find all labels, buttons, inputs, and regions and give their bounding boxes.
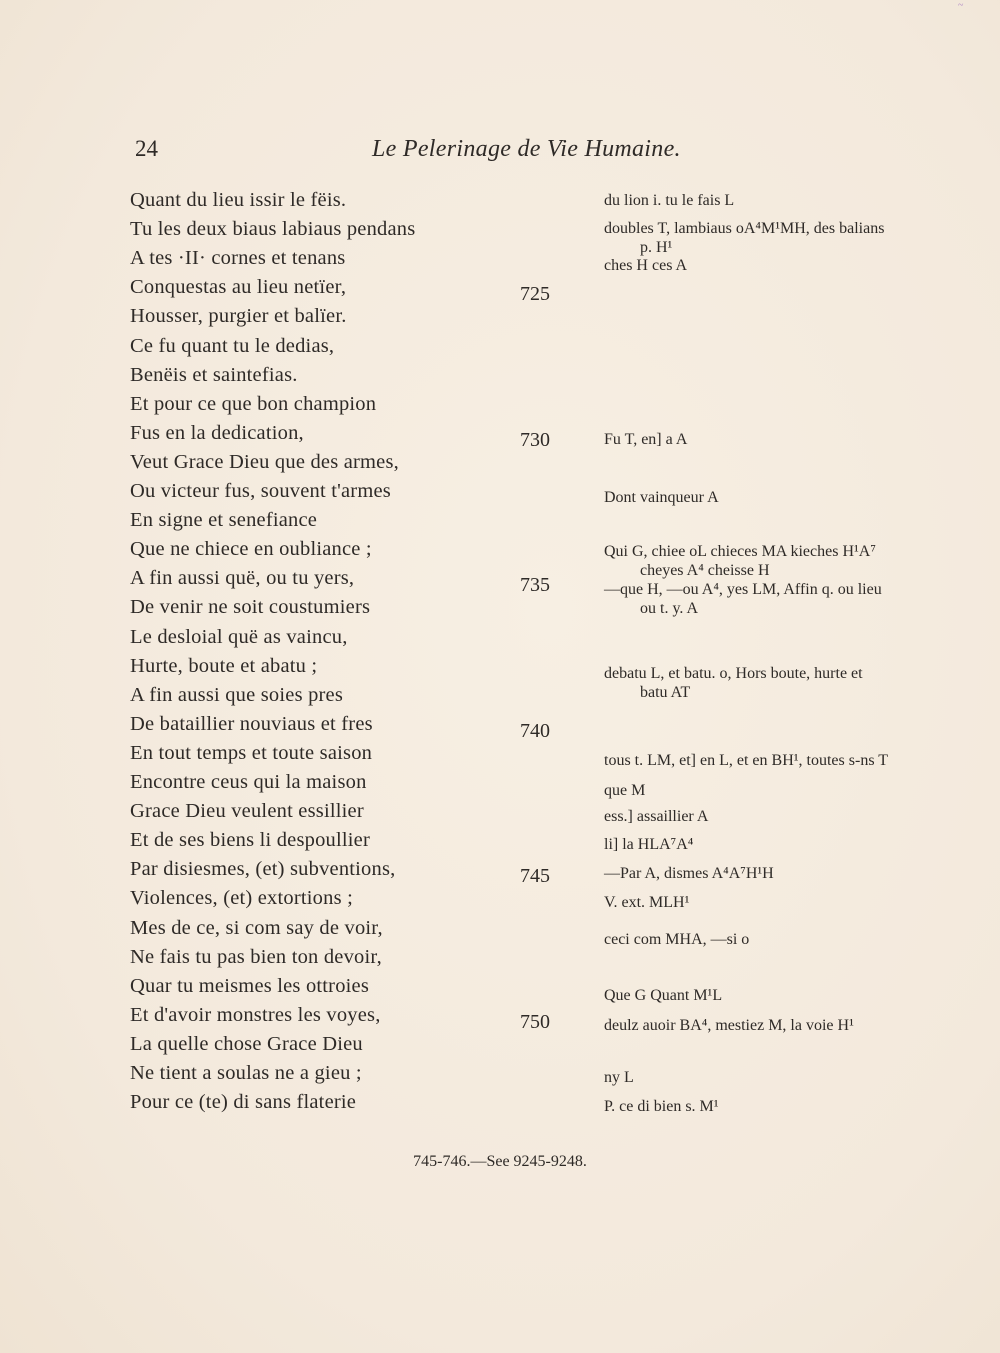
variant-note	[604, 191, 959, 210]
verse-line: De venir ne soit coustumiers	[130, 596, 371, 619]
variant-text: P. ce di bien s. M¹	[604, 1098, 719, 1115]
verse-line: Et pour ce que bon champion	[130, 392, 377, 415]
verse-line: Que ne chiece en oubliance ;	[130, 538, 372, 561]
line-number: 745	[520, 865, 550, 888]
line-number: 725	[520, 283, 550, 306]
variant-text: ches H ces A	[604, 257, 688, 274]
variant-note	[604, 664, 959, 702]
line-number: 730	[520, 428, 550, 451]
variant-text: Que G Quant M¹L	[604, 987, 723, 1004]
verse-line: Grace Dieu veulent essillier	[130, 800, 364, 823]
line-number: 740	[520, 719, 550, 742]
variant-text: batu AT	[640, 684, 691, 701]
variant-note	[604, 219, 959, 257]
variant-text: li] la HLA⁷A⁴	[604, 836, 694, 853]
verse-line: Le desloial quë as vaincu,	[130, 625, 348, 648]
variant-note	[604, 930, 959, 949]
variant-text: —que H, —ou A⁴, yes LM, Affin q. ou lieu	[604, 581, 882, 598]
verse-line: Violences, (et) extortions ;	[130, 887, 353, 910]
verse-line: Hurte, boute et abatu ;	[130, 654, 318, 677]
verse-line: Ne tient a soulas ne a gieu ;	[130, 1062, 362, 1084]
variant-note	[604, 986, 959, 1005]
variant-text: V. ext. MLH¹	[604, 894, 690, 911]
verse-line: Quar tu meismes les ottroies	[130, 974, 370, 997]
verse-line: A fin aussi quë, ou tu yers,	[130, 567, 355, 590]
verse-line: Conquestas au lieu netïer,	[130, 276, 347, 299]
page-header	[0, 136, 1000, 170]
variant-text: du lion i. tu le fais L	[604, 192, 735, 209]
variant-note	[604, 1068, 959, 1087]
variant-note	[604, 893, 959, 912]
variant-note	[604, 488, 959, 507]
variant-text: ceci com MHA, —si o	[604, 931, 750, 948]
verse-line: Par disiesmes, (et) subventions,	[130, 858, 396, 881]
verse-line: Encontre ceus qui la maison	[130, 771, 367, 793]
verse-line: Housser, purgier et balïer.	[130, 305, 347, 328]
verse-line: Fus en la dedication,	[130, 421, 304, 444]
variant-text: tous t. LM, et] en L, et en BH¹, toutes s-ns T	[604, 752, 889, 769]
variant-text: que M	[604, 782, 646, 799]
verse-line: Et de ses biens li despoullier	[130, 829, 370, 852]
verse-line: A fin aussi que soies pres	[130, 683, 344, 706]
verse-line: En signe et senefiance	[130, 509, 318, 532]
running-title: Le Pelerinage de Vie Humaine.	[372, 136, 681, 162]
verse-line: A tes ·II· cornes et tenans	[130, 247, 346, 270]
verse-line: Veut Grace Dieu que des armes,	[130, 450, 399, 473]
verse-line: Et d'avoir monstres les voyes,	[130, 1003, 381, 1026]
verse-line: Ce fu quant tu le dedias,	[130, 334, 335, 357]
variant-text: doubles T, lambiaus oA⁴M¹MH, des balians	[604, 220, 885, 237]
line-number: 750	[520, 1010, 550, 1033]
footnote: 745-746.—See 9245-9248.	[413, 1153, 587, 1170]
variant-text: cheyes A⁴ cheisse H	[640, 562, 770, 579]
variant-note	[604, 580, 959, 618]
variant-text: Fu T, en] a A	[604, 431, 688, 448]
variant-note	[604, 430, 959, 449]
verse-line: La quelle chose Grace Dieu	[130, 1032, 363, 1055]
verse-line: Mes de ce, si com say de voir,	[130, 916, 383, 939]
variant-text: p. H¹	[640, 239, 673, 256]
variant-note	[604, 1016, 959, 1035]
verse-line: Ne fais tu pas bien ton devoir,	[130, 945, 382, 968]
variant-note	[604, 542, 959, 580]
corner-mark: ~	[958, 0, 964, 11]
variant-note	[604, 256, 959, 275]
verse-line: De bataillier nouviaus et fres	[130, 712, 373, 735]
variant-note	[604, 807, 959, 826]
variant-text: ou t. y. A	[640, 600, 699, 617]
variant-text: —Par A, dismes A⁴A⁷H¹H	[604, 865, 774, 882]
variant-note	[604, 864, 959, 883]
verse-line: Pour ce (te) di sans flaterie	[130, 1091, 357, 1114]
verse-line: En tout temps et toute saison	[130, 741, 373, 764]
verse-line: Benëis et saintefias.	[130, 363, 298, 386]
verse-line: Tu les deux biaus labiaus pendans	[130, 218, 416, 241]
page-number: 24	[135, 136, 158, 161]
variant-note	[604, 781, 959, 800]
verse-line: Quant du lieu issir le fëis.	[130, 189, 347, 211]
variant-text: ny L	[604, 1069, 634, 1086]
variant-note	[604, 751, 959, 770]
variant-note	[604, 835, 959, 854]
variant-text: debatu L, et batu. o, Hors boute, hurte et	[604, 665, 863, 682]
variant-text: Qui G, chiee oL chieces MA kieches H¹A⁷	[604, 543, 876, 560]
variant-note	[604, 1097, 959, 1116]
variant-text: Dont vainqueur A	[604, 489, 719, 506]
verse-line: Ou victeur fus, souvent t'armes	[130, 480, 391, 502]
line-number: 735	[520, 574, 550, 597]
variant-text: deulz auoir BA⁴, mestiez M, la voie H¹	[604, 1017, 854, 1034]
variant-text: ess.] assaillier A	[604, 808, 709, 825]
